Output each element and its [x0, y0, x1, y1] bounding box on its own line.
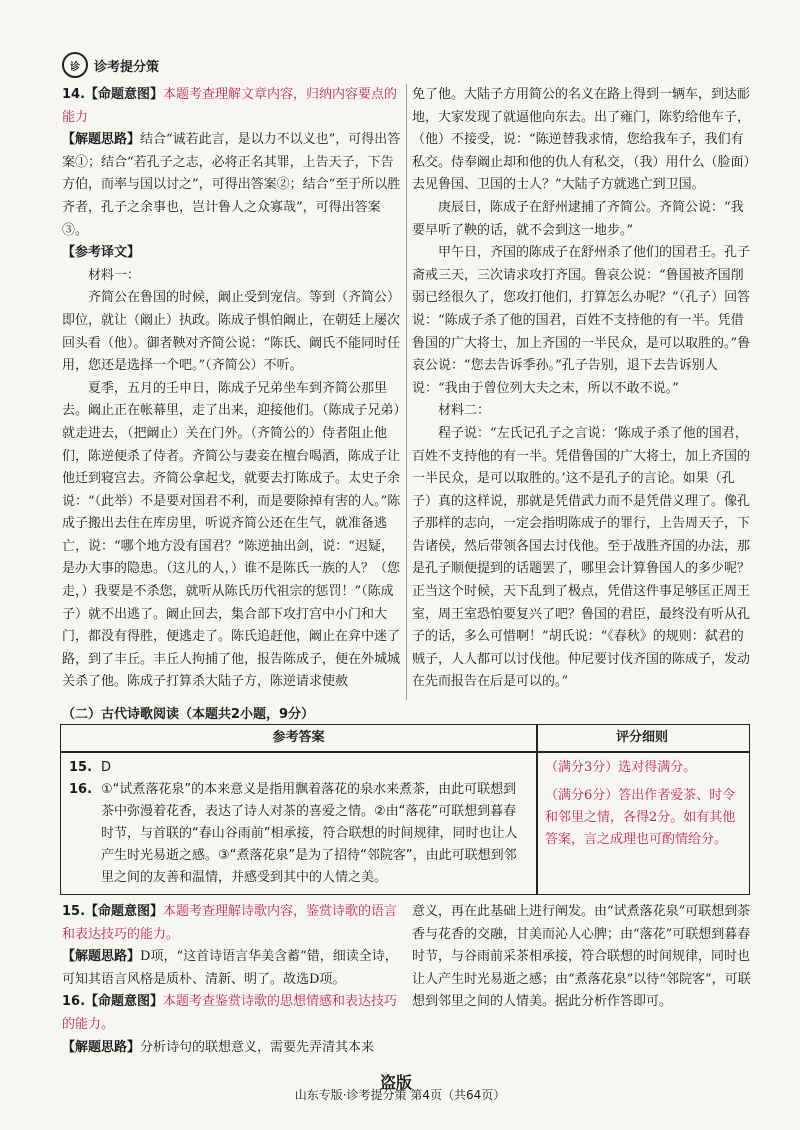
- translation-paragraph: 夏季，五月的壬申日，陈成子兄弟坐车到齐简公那里去。阚止正在帐幕里，走了出来，迎接他们。（陈成子兄弟）就走进去，（把阚止）关在门外。（齐简公的）侍者阻止他们，陈逆便杀了侍者。齐简公与妻妾在檀台喝酒，陈成子让他迁到寝宫去。齐简公拿起戈，就要去打陈成子。太史子余说：“（此举）不是要对国君不利，而是要除掉有害的人。”陈成子搬出去住在库房里，听说齐简公还在生气，就准备逃亡，说：“哪个地方没有国君？”陈逆抽出剑，说：“迟疑，是办大事的隐患。（这儿的人，）谁不是陈氏一族的人？（您走，）我要是不杀您，就听从陈氏历代祖宗的惩罚！”（陈成子）就不出逃了。阚止回去，集合部下攻打宫中小门和大门，都没有得胜，便逃走了。陈氏追赶他，阚止在弇中迷了路，到了丰丘。丰丘人拘捕了他，报告陈成子，便在外城城关杀了他。陈成子打算杀大陆子方，陈逆请求使赦: [62, 380, 401, 690]
- q16-approach: [62, 1037, 402, 1060]
- table-row: [69, 757, 529, 779]
- q15-approach-text: D项，“这首诗语言华美含蓄”错，细读全诗，可知其语言风格是质朴、清新、明了。故选D项。: [62, 949, 398, 987]
- q15-intent-text: 本题考查理解诗歌内容，鉴赏诗歌的语言和表达技巧的能力。: [62, 904, 398, 942]
- poetry-section-title: （二）古代诗歌阅读（本题共2小题，9分）: [62, 707, 315, 722]
- q15-criteria: （满分3分）选对得满分。: [545, 760, 697, 775]
- watermark: 盗版: [380, 1073, 413, 1092]
- q16-answer: ①“试煮落花泉”的本来意义是指用飘着落花的泉水来煮茶，由此可联想到茶中弥漫着花香，表达了诗人对茶的喜爱之情。②由“落花”可联想到暮春时节，与首联的“春山谷雨前”相承接，符合联想的时间规律，同时也让人产生时光易逝之感。③“煮落花泉”是为了招待“邻院客”，由此可联想到邻里之间的友善和温情，并感受到其中的人情之美。: [101, 782, 518, 885]
- table-row: [69, 779, 529, 889]
- translation-paragraph: 甲午日，齐国的陈成子在舒州杀了他们的国君壬。孔子斋戒三天，三次请求攻打齐国。鲁哀公说：“鲁国被齐国削弱已经很久了，您攻打他们，打算怎么办呢？”（孔子）回答说：“陈成子杀了他的国君，百姓不支持他的有一半。凭借鲁国的广大将士，加上齐国的一半民众，是可以取胜的。”鲁哀公说：“您去告诉季孙。”孔子告别，退下去告诉别人说：“我由于曾位列大夫之末，所以不敢不说。”: [412, 245, 751, 396]
- q16-intent: [62, 991, 402, 1036]
- approach-tag: 【解题思路】: [62, 1039, 141, 1055]
- q16-intent-text: 本题考查鉴赏诗歌的思想情感和表达技巧的能力。: [62, 994, 398, 1032]
- criteria-cell: [545, 757, 745, 851]
- intent-tag: 【命题意图】: [85, 87, 164, 102]
- q14-approach-text: 结合“诚若此言，是以力不以义也”，可得出答案①；结合“若孔子之志，必将正名其罪，上告天子，下告方伯，而率与国以讨之”，可得出答案②；结合“至于所以胜齐者，孔子之余事也，岂计鲁人之众寡哉”，可得出答案③。: [62, 132, 401, 238]
- q16-number: 16.: [62, 994, 86, 1010]
- answer-table: [60, 724, 750, 895]
- approach-tag: 【解题思路】: [62, 132, 141, 148]
- q15-answer: D: [101, 760, 112, 775]
- table-divider: [61, 751, 749, 753]
- left-column: [62, 84, 402, 694]
- brand-header: [62, 52, 159, 78]
- translation-paragraph: 齐简公在鲁国的时候，阚止受到宠信。等到（齐简公）即位，就让（阚止）执政。陈成子惧怕阚止，在朝廷上屡次回头看（他）。御者鞅对齐简公说：“陈氏、阚氏不能同时任用，您还是选择一个吧。”（齐简公）不听。: [62, 290, 401, 374]
- q14-number: 14.: [62, 87, 86, 102]
- brand-logo-icon: 诊: [62, 52, 88, 78]
- reference-translation-tag: 【参考译文】: [62, 245, 141, 261]
- q16-number: 16.: [69, 782, 93, 797]
- column-divider: [406, 84, 407, 700]
- q14-intent: [62, 84, 402, 129]
- q16-criteria: （满分6分）答出作者爱茶、时令和邻里之情，各得2分。如有其他答案，言之成理也可酌情给分。: [545, 788, 736, 847]
- q14-approach: [62, 129, 402, 242]
- answer-cell: [69, 757, 529, 889]
- q15-intent: [62, 901, 402, 946]
- translation-paragraph: 庚辰日，陈成子在舒州逮捕了齐简公。齐简公说：“我要早听了鞅的话，就不会到这一地步。”: [412, 199, 744, 238]
- approach-tag: 【解题思路】: [62, 949, 141, 965]
- brand-title: 诊考提分策: [94, 59, 160, 75]
- q15-number: 15.: [62, 904, 86, 919]
- q16-approach-continued: 意义，再在此基础上进行阐发。由“试煮落花泉”可联想到茶香与花香的交融，甘美而沁人心脾；由“落花”可联想到暮春时节，与谷雨前采茶相承接，符合联想的时间规律，同时也让人产生时光易逝之感；由“煮落花泉”以待“邻院客”，可联想到邻里之间的人情美。据此分析作答即可。: [412, 904, 751, 1010]
- analysis-right: [412, 901, 752, 1014]
- translation-paragraph: 程子说：“左氏记孔子之言说：‘陈成子杀了他的国君，百姓不支持他的有一半。凭借鲁国的广大将士，加上齐国的一半民众，是可以取胜的。’这不是孔子的言论。如果（孔子）真的这样说，那就是凭借武力而不是凭借义理了。像孔子那样的志向，一定会指明陈成子的罪行，上告周天子，下告诸侯，然后带领各国去讨伐他。至于战胜齐国的办法，那是孔子顺便提到的话题罢了，哪里会计算鲁国人的多少呢？正当这个时候，天下乱到了极点，凭借这件事足够匡正周王室，周王室恐怕要复兴了吧？鲁国的君臣，最终没有听从孔子的话，多么可惜啊！”胡氏说：“《春秋》的规则：弑君的贼子，人人都可以讨伐他。仲尼要讨伐齐国的陈成子，发动在先而报告在后是可以的。”: [412, 425, 751, 690]
- q15-number: 15.: [69, 760, 93, 775]
- table-divider: [536, 725, 538, 894]
- analysis-left: [62, 901, 402, 1059]
- page-footer: 山东专版·诊考提分策 第4页（共64页）: [294, 1088, 506, 1102]
- q16-approach-text: 分析诗句的联想意义，需要先弄清其本来: [140, 1039, 375, 1055]
- intent-tag: 【命题意图】: [85, 904, 164, 919]
- q15-approach: [62, 946, 402, 991]
- criteria-column-header: 评分细则: [615, 730, 668, 745]
- material-one-title: 材料一：: [88, 267, 141, 283]
- q14-intent-text: 本题考查理解文章内容，归纳内容要点的能力: [62, 87, 398, 125]
- intent-tag: 【命题意图】: [85, 994, 164, 1010]
- right-column: [412, 84, 752, 694]
- answer-column-header: 参考答案: [272, 730, 325, 745]
- translation-paragraph: 免了他。大陆子方用简公的名义在路上得到一辆车，到达耏地，大家发现了就逼他向东去。出了雍门，陈豹给他车子，（他）不接受，说：“陈逆替我求情，您给我车子，我们有私交。侍奉阚止却和他的仇人有私交，（我）用什么（脸面）去见鲁国、卫国的士人？”大陆子方就逃亡到卫国。: [412, 87, 751, 193]
- material-two-title: 材料二：: [438, 403, 491, 419]
